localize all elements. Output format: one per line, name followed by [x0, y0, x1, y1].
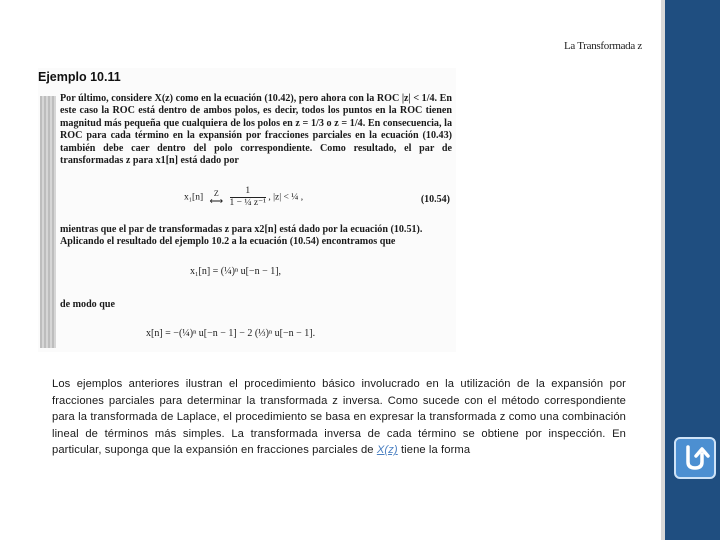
eq1-lhs: x₁[n]: [184, 192, 204, 203]
xz-link[interactable]: X(z): [376, 444, 398, 457]
u-turn-return-icon: [680, 443, 710, 473]
example-paragraph-3: de modo que: [60, 299, 115, 310]
eq1-denominator: 1 − ¼ z⁻¹: [229, 198, 266, 208]
equation-x1: x₁[n] = (¼)ⁿ u[−n − 1],: [190, 266, 282, 277]
equation-xn: x[n] = −(¼)ⁿ u[−n − 1] − 2 (⅓)ⁿ u[−n − 1].: [146, 328, 316, 339]
example-paragraph-1: Por último, considere X(z) como en la ecuación (10.42), pero ahora con la ROC |z| < 1/4. En este caso la ROC está dentro de ambos polos, es decir, todos los puntos en la ROC tienen magnitud más pequeña que cualquiera de los polos en z = 1/3 o z = 1/4. En consecuencia, la ROC para cada término en la expansión por fracciones parciales en la ecuación (10.43) también debe caer dentro del polo correspondiente. Como resultado, el par de transformadas z para x1[n] está dado por: [60, 93, 452, 167]
eq1-transform-symbol: Z: [213, 188, 219, 198]
eq1-fraction: [230, 186, 266, 209]
scan-binding-edge: [40, 96, 56, 348]
equation-1054: x₁[n] Z ⟷ $\frac{1}{\text{1 − ¼ z⁻¹}}$ , |z| < ¼ ,: [184, 186, 304, 208]
eq1-numerator: 1: [230, 186, 266, 198]
example-heading: Ejemplo 10.11: [38, 70, 121, 84]
body-text-after: tiene la forma: [397, 444, 471, 457]
example-paragraph-2: mientras que el par de transformadas z para x2[n] está dado por la ecuación (10.51). Aplicando el resultado del ejemplo 10.2 a la ecuación (10.54) encontramos que: [60, 224, 423, 248]
slide-title: La Transformada z: [564, 40, 642, 52]
body-paragraph: [52, 376, 626, 459]
scanned-example-image: [38, 68, 456, 352]
eq1-roc: , |z| < ¼ ,: [268, 192, 304, 203]
return-button[interactable]: [674, 437, 716, 479]
equation-number: (10.54): [420, 194, 450, 205]
body-text-before: Los ejemplos anteriores ilustran el procedimiento básico involucrado en la utilización de la expansión por fracciones parciales para determinar la transformada z inversa. Como sucede con el método correspondiente para la transformada de Laplace, el procedimiento se basa en expresar la transformada z como una combinación lineal de términos más simples. La transformada inversa de cada término se obtiene por inspección. En particular, suponga que la expansión en fracciones parciales de: [52, 378, 626, 457]
